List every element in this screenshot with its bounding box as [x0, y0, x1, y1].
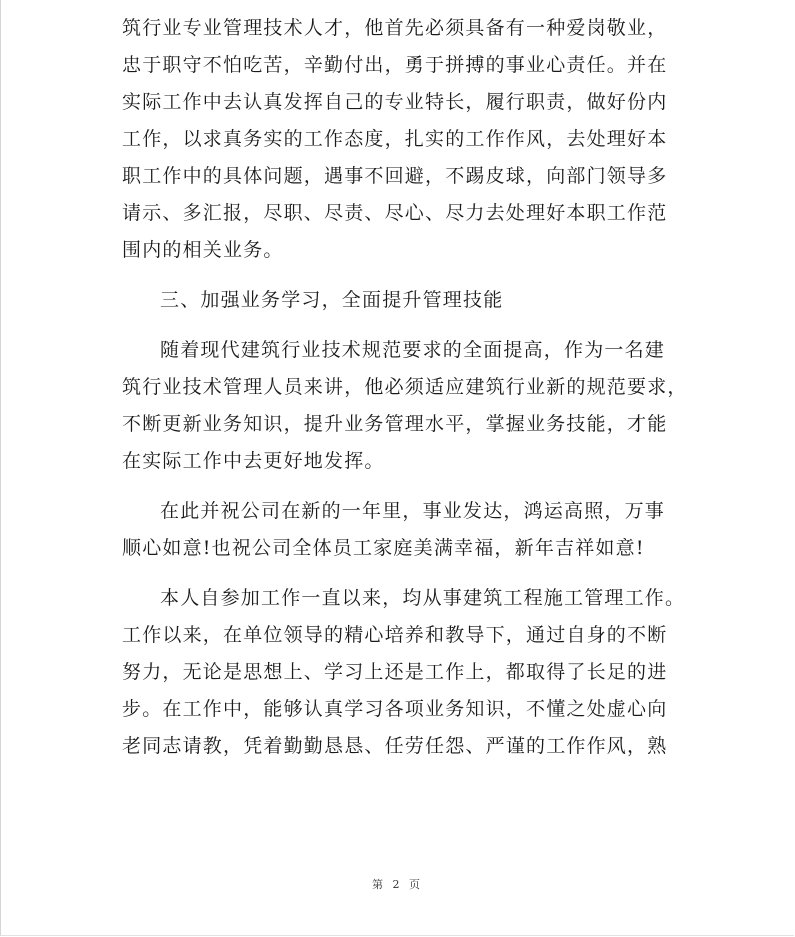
text-line: 顺心如意!也祝公司全体员工家庭美满幸福，新年吉祥如意!: [122, 537, 645, 559]
text-line: 工作，以求真务实的工作态度，扎实的工作作风，去处理好本: [122, 128, 668, 150]
heading-text: 三、加强业务学习，全面提升管理技能: [160, 289, 504, 311]
text-line: 本人自参加工作一直以来，均从事建筑工程施工管理工作。: [160, 587, 686, 609]
page-body: [122, 0, 692, 778]
paragraph-business-study: [122, 332, 692, 480]
text-line: 不断更新业务知识，提升业务管理水平，掌握业务技能，才能: [122, 413, 668, 435]
text-line: 请示、多汇报，尽职、尽责、尽心、尽力去处理好本职工作范: [122, 202, 668, 224]
text-line: 随着现代建筑行业技术规范要求的全面提高，作为一名建: [160, 339, 666, 361]
text-line: 工作以来，在单位领导的精心培养和教导下，通过自身的不断: [122, 624, 668, 646]
text-line: 职工作中的具体问题，遇事不回避，不踢皮球，向部门领导多: [122, 165, 668, 187]
text-line: 围内的相关业务。: [122, 239, 284, 261]
text-line: 筑行业专业管理技术人才，他首先必须具备有一种爱岗敬业，: [122, 17, 668, 39]
text-line: 在此并祝公司在新的一年里，事业发达，鸿运高照，万事: [160, 500, 666, 522]
paragraph-continuation: [122, 10, 692, 269]
page-number: 第 2 页: [372, 878, 423, 891]
section-heading: [122, 282, 692, 319]
text-line: 老同志请教，凭着勤勤恳恳、任劳任怨、严谨的工作作风，熟: [122, 735, 668, 757]
paragraph-wishes: [122, 493, 692, 567]
paragraph-self-intro: [122, 580, 692, 765]
text-line: 在实际工作中去更好地发挥。: [122, 450, 385, 472]
text-line: 实际工作中去认真发挥自己的专业特长，履行职责，做好份内: [122, 91, 668, 113]
text-line: 筑行业技术管理人员来讲，他必须适应建筑行业新的规范要求，: [122, 376, 688, 398]
text-line: 忠于职守不怕吃苦，辛勤付出，勇于拼搏的事业心责任。并在: [122, 54, 668, 76]
text-line: 努力，无论是思想上、学习上还是工作上，都取得了长足的进: [122, 661, 668, 683]
text-line: 步。在工作中，能够认真学习各项业务知识，不懂之处虚心向: [122, 698, 668, 720]
